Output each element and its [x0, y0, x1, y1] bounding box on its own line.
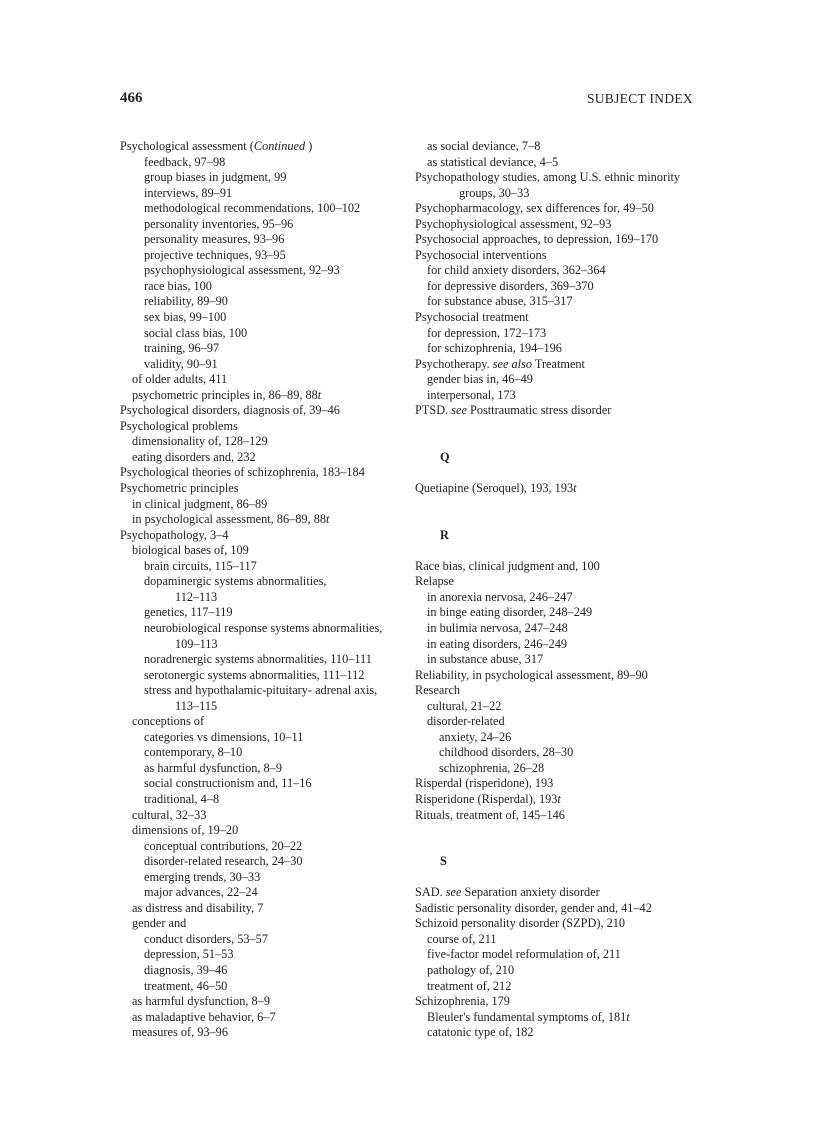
- index-text: Psychosocial treatment: [415, 310, 529, 325]
- index-subentry: [120, 1010, 410, 1026]
- index-subentry: [415, 730, 715, 746]
- index-entry: [415, 357, 715, 373]
- index-text: as maladaptive behavior, 6–7: [132, 1009, 276, 1024]
- index-subentry: [415, 372, 715, 388]
- index-subentry: [415, 279, 715, 295]
- index-text: Rituals, treatment of, 145–146: [415, 807, 565, 822]
- index-subentry: [120, 808, 410, 824]
- index-subentry: [120, 947, 410, 963]
- index-text: Schizophrenia, 179: [415, 994, 510, 1009]
- index-text: dimensions of, 19–20: [132, 823, 239, 838]
- index-text: diagnosis, 39–46: [144, 962, 228, 977]
- index-text: Reliability, in psychological assessment, 89–90: [415, 667, 648, 682]
- index-text: childhood disorders, 28–30: [439, 745, 574, 760]
- index-text: Psychotherapy.: [415, 356, 493, 371]
- index-text: projective techniques, 93–95: [144, 247, 286, 262]
- index-text: of older adults, 411: [132, 372, 228, 387]
- index-text: sex bias, 99–100: [144, 310, 227, 325]
- index-entry: [415, 217, 715, 233]
- index-text: emerging trends, 30–33: [144, 869, 261, 884]
- index-subentry: [120, 217, 410, 233]
- index-text: Relapse: [415, 574, 454, 589]
- index-text: Psychological problems: [120, 418, 238, 433]
- index-subentry: [120, 294, 410, 310]
- index-text: SAD.: [415, 885, 446, 900]
- index-text: Research: [415, 683, 461, 698]
- index-subentry: [120, 279, 410, 295]
- index-text: five-factor model reformulation of, 211: [427, 947, 621, 962]
- index-subentry: [415, 947, 715, 963]
- index-subentry: [120, 683, 410, 699]
- index-subentry: [415, 263, 715, 279]
- index-text: t: [573, 481, 577, 496]
- index-subentry: [415, 326, 715, 342]
- index-text: gender bias in, 46–49: [427, 372, 533, 387]
- index-text: Psychopharmacology, sex differences for, 49–50: [415, 201, 654, 216]
- index-text: treatment of, 212: [427, 978, 512, 993]
- index-text: see: [451, 403, 467, 418]
- index-subentry: [415, 621, 715, 637]
- index-subentry: [120, 699, 410, 715]
- index-subentry: [415, 590, 715, 606]
- index-text: pathology of, 210: [427, 962, 515, 977]
- index-text: t: [326, 512, 330, 527]
- index-subentry: [120, 761, 410, 777]
- index-text: cultural, 21–22: [427, 698, 502, 713]
- index-text: see: [445, 885, 462, 900]
- spacer: [415, 839, 715, 855]
- index-text: genetics, 117–119: [144, 605, 233, 620]
- spacer: [415, 497, 715, 513]
- index-subentry: [120, 870, 410, 886]
- index-text: 113–115: [175, 698, 218, 713]
- index-text: eating disorders and, 232: [132, 449, 256, 464]
- index-entry: [415, 170, 715, 186]
- index-text: major advances, 22–24: [144, 885, 258, 900]
- index-text: Race bias, clinical judgment and, 100: [415, 558, 600, 573]
- index-text: personality measures, 93–96: [144, 232, 285, 247]
- index-text: training, 96–97: [144, 341, 220, 356]
- spacer: [415, 419, 715, 435]
- page-number: 466: [120, 90, 143, 106]
- index-text: Quetiapine (Seroquel), 193, 193: [415, 481, 574, 496]
- index-text: in substance abuse, 317: [427, 652, 544, 667]
- index-text: Treatment: [532, 356, 585, 371]
- index-text: categories vs dimensions, 10–11: [144, 729, 304, 744]
- index-subentry: [415, 637, 715, 653]
- index-subentry: [120, 730, 410, 746]
- index-text: conceptions of: [132, 714, 205, 729]
- index-subentry: [415, 963, 715, 979]
- index-subentry: [120, 792, 410, 808]
- index-text: as statistical deviance, 4–5: [427, 154, 559, 169]
- index-text: Sadistic personality disorder, gender and, 41–42: [415, 900, 652, 915]
- index-text: Continued: [253, 139, 306, 153]
- index-text: Psychological theories of schizophrenia, 183–184: [120, 465, 365, 480]
- index-entry: [415, 481, 715, 497]
- section-letter-heading: Q: [440, 449, 450, 464]
- index-subentry: [415, 388, 715, 404]
- index-subentry: [415, 652, 715, 668]
- index-text: t: [557, 791, 561, 806]
- index-text: measures of, 93–96: [132, 1025, 228, 1040]
- index-subentry: [120, 201, 410, 217]
- running-head: SUBJECT INDEX: [586, 91, 693, 106]
- index-subentry: [415, 186, 715, 202]
- index-text: traditional, 4–8: [144, 791, 220, 806]
- index-text: personality inventories, 95–96: [144, 216, 294, 231]
- index-text: Risperdal (risperidone), 193: [415, 776, 554, 791]
- index-subentry: [120, 186, 410, 202]
- index-text: stress and hypothalamic-pituitary- adrenal axis,: [144, 683, 378, 698]
- index-entry: [415, 232, 715, 248]
- index-text: treatment, 46–50: [144, 978, 228, 993]
- index-subentry: [120, 745, 410, 761]
- index-text: group biases in judgment, 99: [144, 170, 287, 185]
- index-text: race bias, 100: [144, 278, 212, 293]
- index-entry: [415, 248, 715, 264]
- spacer: [415, 512, 715, 528]
- index-subentry: [120, 854, 410, 870]
- index-text: cultural, 32–33: [132, 807, 207, 822]
- index-text: 112–113: [175, 589, 218, 604]
- index-text: biological bases of, 109: [132, 543, 249, 558]
- index-text: in anorexia nervosa, 246–247: [427, 589, 573, 604]
- index-text: conceptual contributions, 20–22: [144, 838, 303, 853]
- index-entry: [120, 465, 410, 481]
- index-entry: [415, 776, 715, 792]
- index-text: Bleuler's fundamental symptoms of, 181: [427, 1009, 627, 1024]
- index-subentry: [120, 543, 410, 559]
- index-text: validity, 90–91: [144, 356, 218, 371]
- index-subentry: [120, 652, 410, 668]
- index-text: as harmful dysfunction, 8–9: [144, 760, 282, 775]
- index-entry: [415, 668, 715, 684]
- index-text: social constructionism and, 11–16: [144, 776, 312, 791]
- index-subentry: [415, 1025, 715, 1041]
- index-text: Psychopathology studies, among U.S. ethnic minority: [415, 170, 681, 185]
- index-subentry: [120, 574, 410, 590]
- index-entry: [415, 808, 715, 824]
- index-text: in bulimia nervosa, 247–248: [427, 620, 568, 635]
- index-subentry: [120, 885, 410, 901]
- index-text: as harmful dysfunction, 8–9: [132, 994, 270, 1009]
- index-text: serotonergic systems abnormalities, 111–112: [144, 667, 365, 682]
- index-subentry: [120, 916, 410, 932]
- index-text: t: [317, 387, 322, 402]
- index-text: groups, 30–33: [459, 185, 530, 200]
- index-subentry: [415, 761, 715, 777]
- index-subentry: [120, 621, 410, 637]
- section-letter-heading: S: [440, 854, 447, 869]
- index-text: brain circuits, 115–117: [144, 558, 257, 573]
- index-subentry: [120, 932, 410, 948]
- index-text: contemporary, 8–10: [144, 745, 243, 760]
- index-entry: [120, 139, 410, 155]
- index-text: psychophysiological assessment, 92–93: [144, 263, 340, 278]
- index-text: 109–113: [175, 636, 218, 651]
- index-subentry: [415, 699, 715, 715]
- index-text: for depressive disorders, 369–370: [427, 278, 594, 293]
- index-text: social class bias, 100: [144, 325, 248, 340]
- index-text: neurobiological response systems abnormalities,: [144, 620, 383, 635]
- index-text: see also: [492, 356, 533, 371]
- index-subentry: [120, 839, 410, 855]
- index-text: PTSD.: [415, 403, 452, 418]
- index-subentry: [415, 932, 715, 948]
- spacer: [415, 870, 715, 886]
- index-text: catatonic type of, 182: [427, 1025, 534, 1040]
- index-text: in psychological assessment, 86–89, 88: [132, 512, 326, 527]
- index-entry: [120, 419, 410, 435]
- index-subentry: [120, 637, 410, 653]
- index-subentry: [120, 232, 410, 248]
- index-subentry: [415, 155, 715, 171]
- index-subentry: [415, 341, 715, 357]
- index-text: for schizophrenia, 194–196: [427, 341, 562, 356]
- index-subentry: [120, 979, 410, 995]
- index-subentry: [120, 388, 410, 404]
- index-subentry: [415, 605, 715, 621]
- index-text: methodological recommendations, 100–102: [144, 201, 361, 216]
- index-entry: [415, 994, 715, 1010]
- index-subentry: [415, 714, 715, 730]
- index-text: Separation anxiety disorder: [461, 885, 600, 900]
- index-subentry: [120, 901, 410, 917]
- index-text: for child anxiety disorders, 362–364: [427, 263, 606, 278]
- index-text: for depression, 172–173: [427, 325, 547, 340]
- spacer: [415, 543, 715, 559]
- spacer: [415, 823, 715, 839]
- index-entry: [415, 885, 715, 901]
- index-entry: [120, 481, 410, 497]
- index-subentry: [415, 745, 715, 761]
- index-column-left: [120, 139, 410, 1041]
- index-text: schizophrenia, 26–28: [439, 760, 545, 775]
- index-text: dimensionality of, 128–129: [132, 434, 268, 449]
- index-subentry: [120, 776, 410, 792]
- index-text: in eating disorders, 246–249: [427, 636, 568, 651]
- index-subentry: [120, 372, 410, 388]
- index-text: interpersonal, 173: [427, 387, 516, 402]
- index-text: Risperidone (Risperdal), 193: [415, 791, 558, 806]
- spacer: [415, 434, 715, 450]
- index-subentry: [120, 590, 410, 606]
- index-entry: [415, 574, 715, 590]
- index-text: feedback, 97–98: [144, 154, 226, 169]
- index-subentry: [120, 170, 410, 186]
- index-text: for substance abuse, 315–317: [427, 294, 573, 309]
- index-text: in clinical judgment, 86–89: [132, 496, 268, 511]
- spacer: [415, 465, 715, 481]
- index-text: Psychosocial interventions: [415, 247, 547, 262]
- index-text: depression, 51–53: [144, 947, 234, 962]
- index-text: Psychosocial approaches, to depression, 169–170: [415, 232, 659, 247]
- index-column-right: [415, 139, 715, 1041]
- index-entry: [415, 792, 715, 808]
- index-text: disorder-related: [427, 714, 505, 729]
- index-text: course of, 211: [427, 931, 497, 946]
- index-entry: [415, 559, 715, 575]
- index-text: Psychophysiological assessment, 92–93: [415, 216, 612, 231]
- index-subentry: [120, 450, 410, 466]
- index-subentry: [120, 341, 410, 357]
- index-entry: [120, 403, 410, 419]
- index-subentry: [120, 434, 410, 450]
- index-subentry: [120, 668, 410, 684]
- index-entry: [415, 403, 715, 419]
- index-subentry: [120, 310, 410, 326]
- index-text: dopaminergic systems abnormalities,: [144, 574, 327, 589]
- index-subentry: [120, 248, 410, 264]
- index-entry: [415, 901, 715, 917]
- index-text: reliability, 89–90: [144, 294, 228, 309]
- index-text: ): [305, 139, 313, 153]
- index-entry: [415, 201, 715, 217]
- index-text: Psychological disorders, diagnosis of, 39–46: [120, 403, 340, 418]
- index-subentry: [120, 512, 410, 528]
- index-subentry: [415, 1010, 715, 1026]
- index-subentry: [120, 155, 410, 171]
- index-subentry: [120, 994, 410, 1010]
- index-entry: [120, 528, 410, 544]
- index-text: as social deviance, 7–8: [427, 139, 541, 153]
- index-text: Psychopathology, 3–4: [120, 527, 229, 542]
- index-text: Psychometric principles: [120, 481, 239, 496]
- index-subentry: [120, 714, 410, 730]
- index-subentry: [120, 823, 410, 839]
- index-entry: [415, 310, 715, 326]
- index-subentry: [415, 979, 715, 995]
- section-letter-heading: R: [440, 527, 449, 542]
- index-text: Psychological assessment (: [120, 139, 254, 153]
- index-text: in binge eating disorder, 248–249: [427, 605, 593, 620]
- index-subentry: [120, 559, 410, 575]
- index-subentry: [120, 497, 410, 513]
- index-text: t: [626, 1009, 630, 1024]
- index-subentry: [120, 263, 410, 279]
- index-subentry: [120, 357, 410, 373]
- index-subentry: [120, 1025, 410, 1041]
- index-text: gender and: [132, 916, 187, 931]
- index-text: noradrenergic systems abnormalities, 110–111: [144, 652, 372, 667]
- index-text: interviews, 89–91: [144, 185, 233, 200]
- index-subentry: [415, 139, 715, 155]
- index-text: Posttraumatic stress disorder: [466, 403, 612, 418]
- index-entry: [415, 683, 715, 699]
- index-text: psychometric principles in, 86–89, 88: [132, 387, 318, 402]
- index-subentry: [120, 963, 410, 979]
- index-subentry: [415, 294, 715, 310]
- index-text: disorder-related research, 24–30: [144, 854, 303, 869]
- index-text: as distress and disability, 7: [132, 900, 264, 915]
- index-entry: [415, 916, 715, 932]
- index-text: Schizoid personality disorder (SZPD), 210: [415, 916, 626, 931]
- index-text: anxiety, 24–26: [439, 729, 512, 744]
- index-subentry: [120, 605, 410, 621]
- index-text: conduct disorders, 53–57: [144, 931, 268, 946]
- index-subentry: [120, 326, 410, 342]
